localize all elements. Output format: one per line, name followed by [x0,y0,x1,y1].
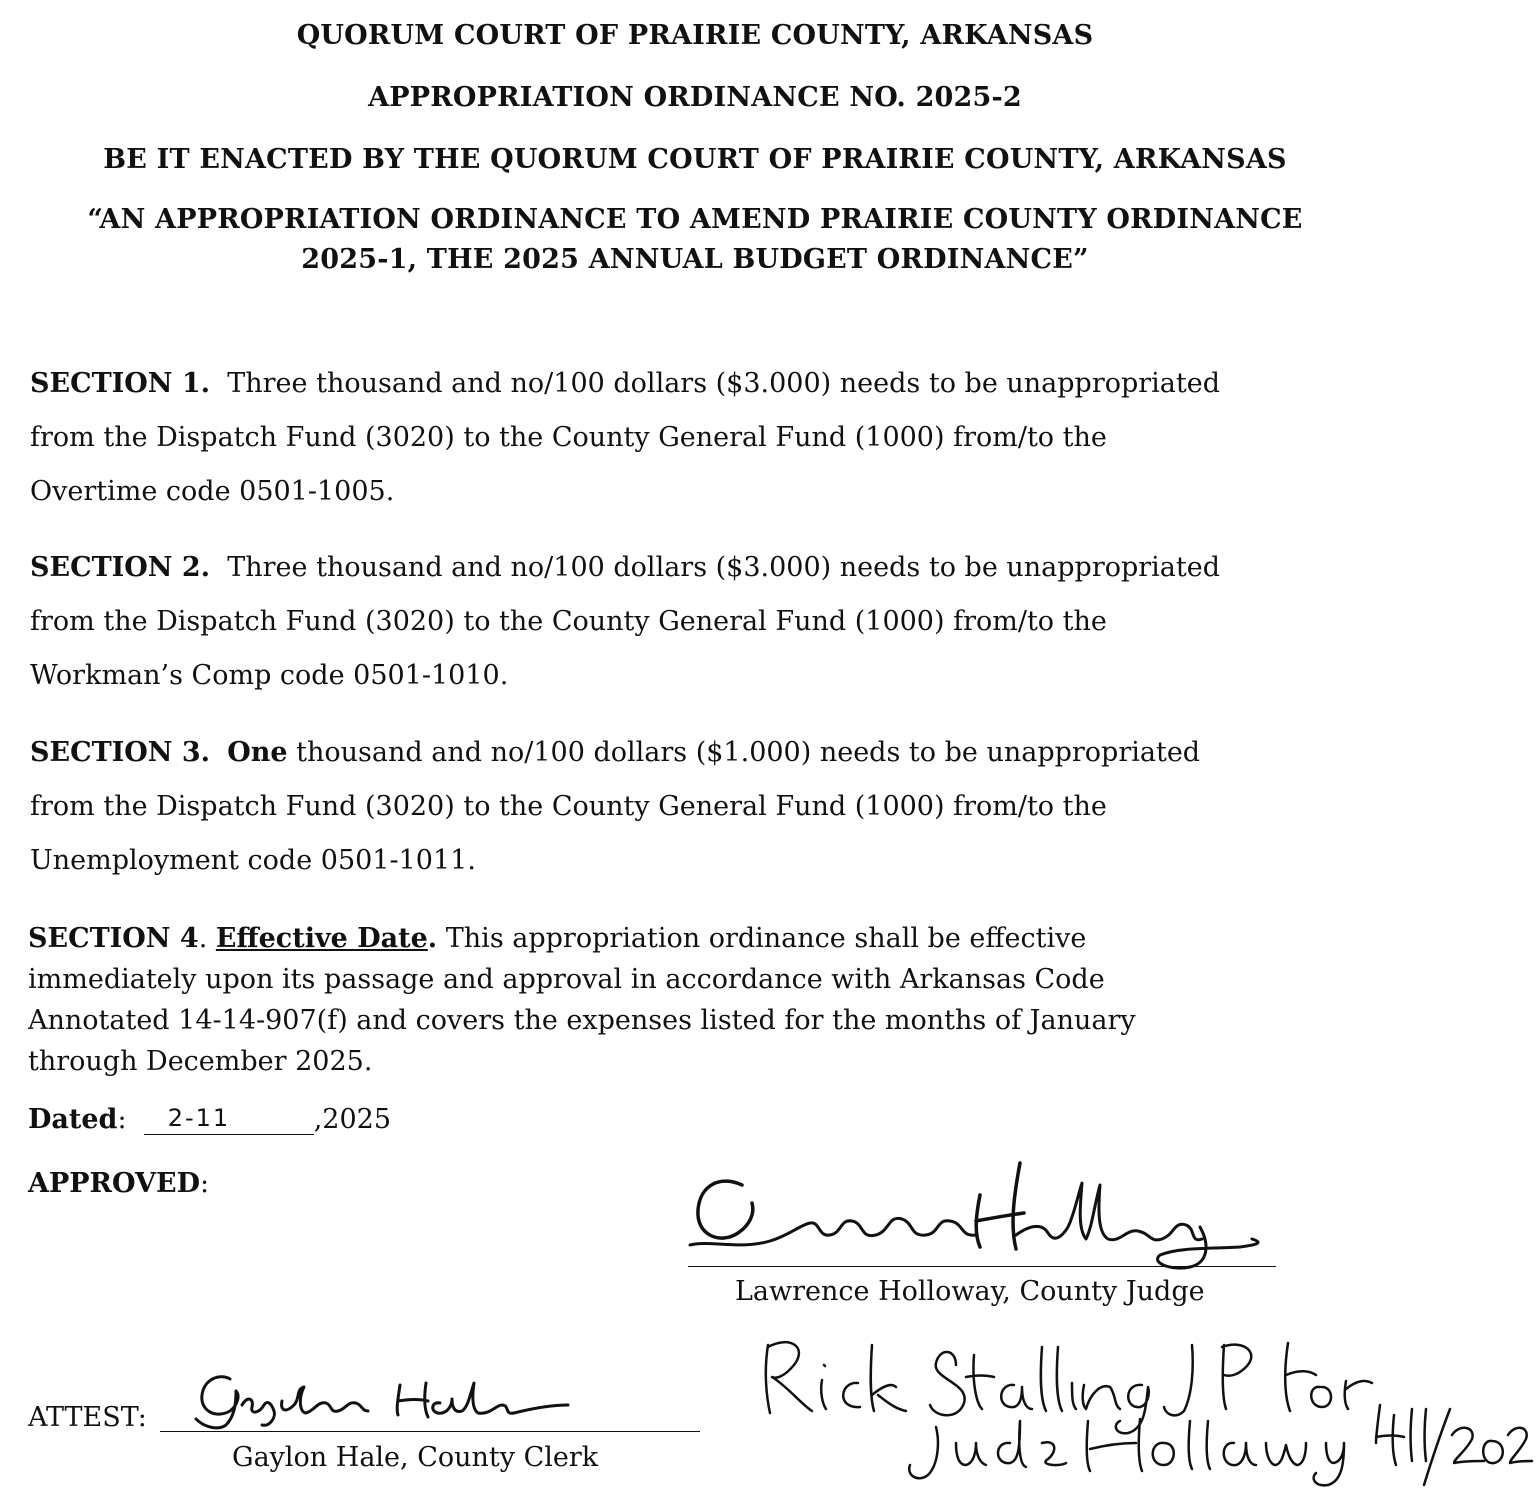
effective-date-heading: Effective Date [215,923,428,954]
dated-line: Dated: 2-11 ,2025 [28,1104,391,1135]
section-3-bold-word: One [227,737,288,768]
judge-name-title: Lawrence Holloway, County Judge [735,1276,1205,1307]
section-3-line3: Unemployment code 0501-1011. [30,845,476,876]
enactment-clause: BE IT ENACTED BY THE QUORUM COURT OF PRAIRIE COUNTY, ARKANSAS [103,144,1287,175]
ordinance-title-line2: 2025-1, THE 2025 ANNUAL BUDGET ORDINANCE” [301,244,1089,275]
dated-year: ,2025 [313,1104,391,1135]
ordinance-title-line1: “AN APPROPRIATION ORDINANCE TO AMEND PRAIRIE COUNTY ORDINANCE [87,204,1303,235]
approved-label: APPROVED [28,1168,200,1199]
section-4-line2: immediately upon its passage and approval in accordance with Arkansas Code [28,964,1105,995]
section-4-label: SECTION 4 [28,923,199,954]
section-1-line1: Three thousand and no/100 dollars ($3.000) needs to be unappropriated [227,368,1221,399]
section-2 [30,541,1370,703]
dated-blank [144,1104,314,1135]
section-3-line2: from the Dispatch Fund (3020) to the County General Fund (1000) from/to the [30,791,1107,822]
proxy-signature-note [760,1325,1530,1495]
section-4-line4: through December 2025. [28,1046,373,1077]
section-3 [30,726,1370,888]
section-3-label: SECTION 3. [30,737,211,768]
section-1-line2: from the Dispatch Fund (3020) to the County General Fund (1000) from/to the [30,422,1107,453]
clerk-signature-line [160,1431,700,1432]
ordinance-number: APPROPRIATION ORDINANCE NO. 2025-2 [368,82,1022,113]
section-2-line3: Workman’s Comp code 0501-1010. [30,660,509,691]
clerk-name-title: Gaylon Hale, County Clerk [232,1442,599,1473]
dated-handwritten-value: 2-11 [167,1104,231,1132]
dated-label: Dated [28,1104,118,1135]
section-2-label: SECTION 2. [30,552,211,583]
approved-line: APPROVED: [28,1168,210,1199]
clerk-signature [190,1365,590,1435]
section-4-line3: Annotated 14-14-907(f) and covers the expenses listed for the months of January [28,1005,1136,1036]
judge-signature [680,1155,1280,1265]
judge-signature-line [688,1266,1276,1267]
section-2-line2: from the Dispatch Fund (3020) to the County General Fund (1000) from/to the [30,606,1107,637]
attest-label: ATTEST: [28,1402,147,1433]
section-4-line1: This appropriation ordinance shall be effective [445,923,1087,954]
section-1-line3: Overtime code 0501-1005. [30,476,395,507]
court-heading: QUORUM COURT OF PRAIRIE COUNTY, ARKANSAS [296,20,1094,51]
section-2-line1: Three thousand and no/100 dollars ($3.000) needs to be unappropriated [227,552,1221,583]
section-1-label: SECTION 1. [30,368,211,399]
section-3-line1: thousand and no/100 dollars ($1.000) needs to be unappropriated [287,737,1201,768]
section-1 [30,357,1370,519]
section-4: SECTION 4. Effective Date. This appropriation ordinance shall be effective immediately upon its passage and approval in accordance with Arkansas Code Annotated 14-14-907(f) and covers the expenses listed for the months of January through December 2025. [28,918,1368,1082]
